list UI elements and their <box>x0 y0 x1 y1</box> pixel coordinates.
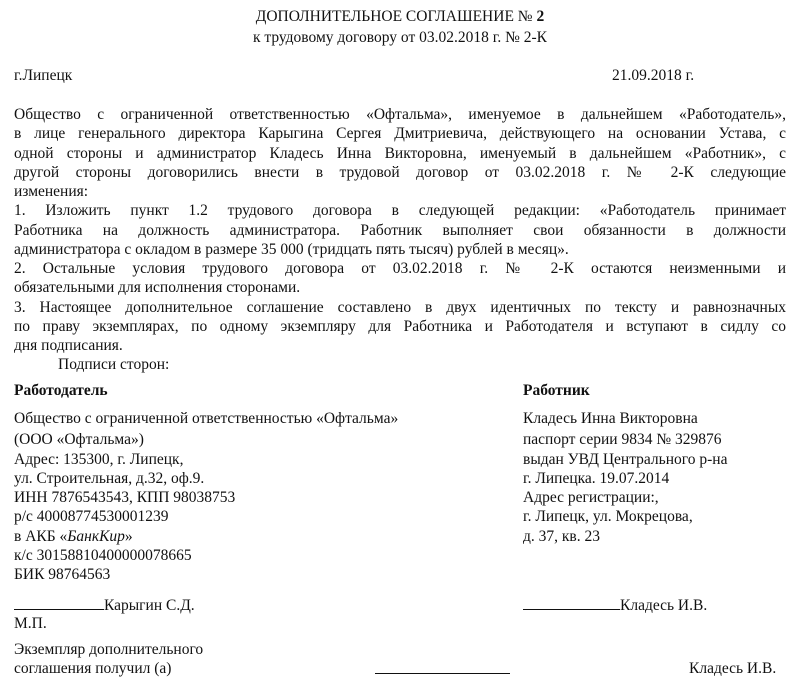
employer-inn-kpp: ИНН 7876543543, КПП 98038753 <box>14 489 236 506</box>
employer-short-name: (ООО «Офтальма») <box>14 431 144 448</box>
date: 21.09.2018 г. <box>612 67 695 84</box>
employee-issued-2: г. Липецка. 19.07.2014 <box>523 470 670 487</box>
body-line: 1. Изложить пункт 1.2 трудового договора в следующей редакции: «Работодатель принимает <box>14 202 786 219</box>
employer-bik: БИК 98764563 <box>14 566 111 583</box>
body-line: другой стороны договорились внести в трудовой договор от 03.02.2018 г. № 2-К следующие <box>14 164 786 181</box>
employer-name: Общество с ограниченной ответственностью «Офтальма» <box>14 410 399 427</box>
employee-signature <box>523 595 707 615</box>
employer-heading: Работодатель <box>14 382 108 399</box>
seal-label: М.П. <box>14 615 47 632</box>
employer-bank <box>14 527 133 546</box>
title-text: ДОПОЛНИТЕЛЬНОЕ СОГЛАШЕНИЕ № <box>255 8 533 25</box>
employee-reg-label: Адрес регистрации:, <box>523 489 659 506</box>
body-line: одной стороны и администратор Кладесь Инна Викторовна, именуемый в дальнейшем «Работник», с <box>14 145 786 162</box>
employer-corr-account: к/с 30158810400000078665 <box>14 547 192 564</box>
document-title <box>0 7 800 26</box>
receipt-signer: Кладесь И.В. <box>689 660 777 677</box>
body-line: Общество с ограниченной ответственностью «Офтальма», именуемое в дальнейшем «Работодатель», <box>14 106 786 123</box>
bank-prefix: в АКБ « <box>14 528 68 545</box>
employee-reg-2: д. 37, кв. 23 <box>523 528 600 545</box>
body-line: в лице генерального директора Карыгина Сергея Дмитриевича, действующего на основании Устава, с <box>14 125 786 142</box>
body-line: изменения: <box>14 183 89 200</box>
employee-reg-1: г. Липецк, ул. Мокрецова, <box>523 508 693 525</box>
employer-address-1: Адрес: 135300, г. Липецк, <box>14 451 184 468</box>
body-line: администратора с окладом в размере 35 000 (тридцать пять тысяч) рублей в месяц». <box>14 241 569 258</box>
body-line: дня подписания. <box>14 337 123 354</box>
place: г.Липецк <box>14 67 73 84</box>
employee-issued-1: выдан УВД Центрального р-на <box>523 451 728 468</box>
document-subtitle: к трудовому договору от 03.02.2018 г. № 2-К <box>252 29 547 46</box>
employee-name: Кладесь Инна Викторовна <box>523 410 698 427</box>
employee-passport: паспорт серии 9834 № 329876 <box>523 431 722 448</box>
body-line: 2. Остальные условия трудового договора от 03.02.2018 г. № 2-К остаются неизменными и <box>14 260 786 277</box>
receipt-line-2: соглашения получил (а) <box>14 660 172 677</box>
employer-signer: Карыгин С.Д. <box>104 597 195 614</box>
signatures-heading: Подписи сторон: <box>58 356 170 373</box>
employee-signer: Кладесь И.В. <box>620 597 708 614</box>
employer-signature <box>14 595 195 615</box>
bank-suffix: » <box>124 528 133 545</box>
receipt-signature-line <box>375 659 510 679</box>
body-line: Работника на должность администратора. Работник выполняет свои обязанности в должности <box>14 222 786 239</box>
employer-account: р/с 40008774530001239 <box>14 508 169 525</box>
body-line: по праву экземплярах, по одному экземпляру для Работника и Работодателя и вступают в сидлу со <box>14 318 786 335</box>
signature-line <box>523 595 620 610</box>
signature-line <box>14 595 104 610</box>
receipt-line-1: Экземпляр дополнительного <box>14 641 204 658</box>
body-line: 3. Настоящее дополнительное соглашение составлено в двух идентичных по тексту и равнозначных <box>14 299 786 316</box>
body-line: обязательными для исполнения сторонами. <box>14 279 301 296</box>
bank-name: БанкКир <box>67 528 125 545</box>
title-number: 2 <box>536 8 545 25</box>
employer-address-2: ул. Строительная, д.32, оф.9. <box>14 470 205 487</box>
employee-heading: Работник <box>523 382 590 399</box>
signature-line <box>375 659 510 674</box>
